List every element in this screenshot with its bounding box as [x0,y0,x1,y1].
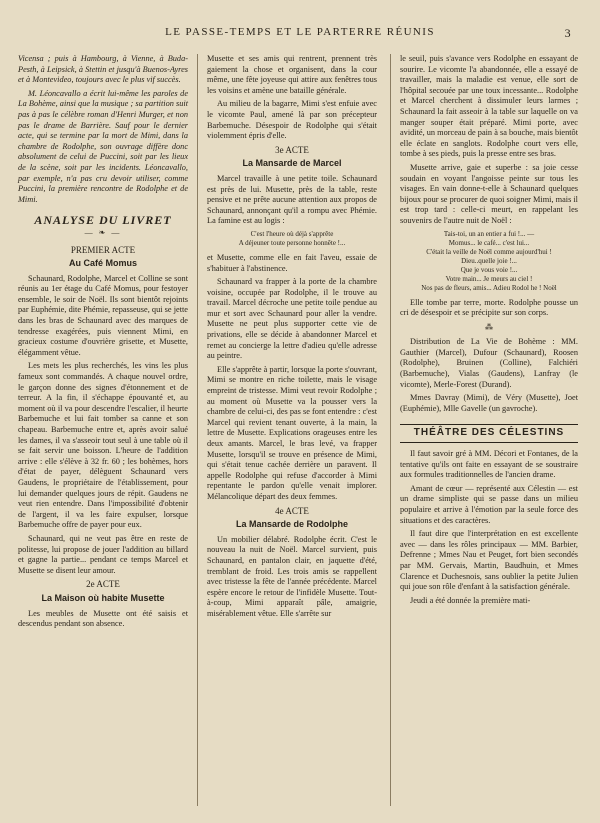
verse-line: C'était la veille de Noël comme aujourd'hui ! [426,247,552,256]
paragraph: Schaunard, qui ne veut pas être en reste de politesse, lui propose de jouer l'addition au billard et gagne la partie... pendant ce temps Marcel et Musette se disent leur amour. [18,533,188,575]
act-heading: 2e ACTE [86,579,120,590]
scene-heading: La Maison où habite Musette [41,592,165,603]
paragraph: et Musette, comme elle en fait l'aveu, essaie de s'habituer à l'abstinence. [207,252,377,273]
verse-line: Que je vous voie !... [460,265,518,274]
scene-heading: La Mansarde de Marcel [242,158,342,169]
section-title: THÉÂTRE DES CÉLESTINS [400,424,578,443]
paragraph: Au milieu de la bagarre, Mimi s'est enfuie avec le vicomte Paul, amené là par son précepteur Barbemuche. Désespoir de Rodolphe qui s'était violemment épris d'elle. [207,99,377,141]
paragraph: Il faut savoir gré à MM. Décori et Fontanes, de la tentative qu'ils ont faite en essayant de se soustraire aux formules traditionnelles de l'ancien drame. [400,449,578,480]
paragraph: Schaunard va frapper à la porte de la chambre voisine, occupée par Rodolphe, il le trouve au travail. Marcel décroche une petite toile pendue au mur et sort avec Schaunard pour aller la vendre. Musette ne peut plus supporter cette vie de privations, elle se décide à abandonner Marcel et remet au concierge la lettre d'adieu qu'elle adresse au peintre. [207,277,377,361]
paragraph: Mmes Davray (Mimi), de Véry (Musette), Joet (Euphémie), Mlle Gavelle (un gavroche). [400,393,578,413]
header-title: LE PASSE-TEMPS ET LE PARTERRE RÉUNIS [165,26,435,38]
intro-paragraph: Vicensa ; puis à Hambourg, à Vienne, à Buda-Pesth, à Leipsick, à Stettin et jusqu'à Buenos-Ayres et à Montevideo, toujours avec le plus vif succès. [18,54,188,85]
ornament: — ❧ — [84,227,122,237]
verse-line: Votre main... Je meurs au ciel ! [445,274,533,283]
verse-line: Tais-toi, un an entier a fui !... — [443,229,535,238]
paragraph: Un mobilier délabré. Rodolphe écrit. C'est le nouveau la nuit de Noël. Marcel survient, puis Schaunard, en pantalon clair, en jaquette d'été, tremblant de froid. Les trois amis se rappellent avec tristesse la fête de l'année précédente. Marcel espère encore le retour de l'infidèle Musette. Tout-à-coup, Mimi apparaît pâle, amaigrie, misérablement vêtue. Elle s'arrête sur [207,534,377,618]
column-divider [390,54,391,806]
page-header [0,26,600,42]
paragraph: Elle tombe par terre, morte. Rodolphe pousse un cri de désespoir et se précipite sur son corps. [400,297,578,318]
paragraph: Jeudi a été donnée la première mati- [410,595,531,605]
column-divider [197,54,198,806]
column-left [18,54,188,633]
verse-quote [400,230,578,293]
paragraph: Distribution de La Vie de Bohème : MM. Gauthier (Marcel), Dufour (Schaunard), Roosen (Rodolphe), Bruinen (Colline), Falchiéri (Barbemuche), Vialas (Gaudens), Lanfray (le vicomte), Merle-Forest (Durand). [400,337,578,389]
scene-heading: La Mansarde de Rodolphe [235,519,349,530]
page-number: 3 [564,26,572,40]
paragraph: Schaunard, Rodolphe, Marcel et Colline se sont réunis au 1er étage du Café Momus, pour festoyer ensemble, le soir de Noël. Ils sont bientôt rejoints par Euphémie, dite Phémie, repasseuse, qui se jette dans les bras de Schaunard avec des marques de tendresse exagérées, puis viennent Mimi, en gracieux costume d'ouvrière grisette, et Musette, élégamment vêtue. [18,273,188,357]
paragraph: Elle s'apprête à partir, lorsque la porte s'ouvrant, Mimi se montre en riche toilette, mais le visage empreint de tristesse. Mimi veut revoir Rodolphe ; au moment où Musette va la pousser vers la chambre de celui-ci, des pas se font entendre : c'est Marcel qui revient tenant ouverte, à la main, la lettre de Musette. Explications orageuses entre les deux amants. Marcel, le bras levé, va frapper Musette, lorsqu'il se trouve en présence de Mimi, qui s'était tenue cachée derrière un paravent. Il appelle Rodolphe qui refuse d'accorder à Mimi repentante le pardon qu'elle venait implorer. Mélancolique départ des deux femmes. [207,364,378,501]
column-right [400,54,578,609]
paragraph: Il faut dire que l'interprétation en est excellente avec — dans les rôles principaux — MM. Barbier, Defrenne ; Mmes Nau et Peuget, fort bien secondés par MM. Gervais, Martin, Baudhuin, et Mmes Clarence et Duchesnois, sans oublier la petite Julien qui joue son rôle d'enfant à la satisfaction générale. [400,529,578,592]
section-title: ANALYSE DU LIVRET [34,213,172,228]
act-heading: 4e ACTE [275,505,309,516]
paragraph: Musette arrive, gaie et superbe : sa joie cesse soudain en voyant l'angoisse peinte sur tous les visages. En vain donne-t-elle à Schaunard quelques bijoux pour se procurer de quoi soigner Mimi, mais il est trop tard : celle-ci meurt, en rappelant les souvenirs de l'autre nuit de Noël : [400,162,578,225]
note-paragraph: M. Léoncavallo a écrit lui-même les paroles de La Bohème, ainsi que la musique ; sa partition suit pas à pas le célèbre roman d'Henri Murger, et non pas le drame de Barrière. Sauf pour le dernier acte, qui se termine par la mort de Mimi, dans la chambre de Rodolphe, son ouvrage diffère donc absolument de celui de Puccini, soit par les lieux de la scène, soit par les incidents. Léoncavallo, par exemple, n'a pas cru devoir utiliser, comme Puccini, la première rencontre de Rodolphe et de Mimi. [18,88,188,204]
paragraph: le seuil, puis s'avance vers Rodolphe en essayant de sourire. Le vicomte l'a abandonnée, elle a essayé de travailler, mais la maladie est venue, elle sort de l'hôpital secouée par une toux incessante... Rodolphe et Marcel cherchent à dissimuler leurs larmes ; Schaunard la fait asseoir à la table sur laquelle on va manger souper était préparé. Mimi porte, avec avidité, un morceau de pain à sa bouche, mais bientôt elle éclate en sanglots. Rodolphe court vers elle, tombe à ses pieds, puis la presse entre ses bras. [400,54,578,159]
verse-quote [207,230,377,248]
paragraph: Les meubles de Musette ont été saisis et descendus pendant son absence. [18,608,188,629]
act-heading: 3e ACTE [275,144,309,155]
asterism-divider: ⁂ [485,322,493,332]
verse-line: Nos pas de fleurs, amis... Adieu Rodol he ! Noël [421,283,557,292]
column-middle [207,54,377,623]
verse-line: C'est l'heure où déjà s'apprête [250,229,334,238]
paragraph: Les mets les plus recherchés, les vins les plus fameux sont commandés. A chaque nouvel ordre, le garçon donne des signes d'étonnement et de terreur. A la fin, il s'échappe épouvanté et, au moment où il va pour descendre l'escalier, il heurte Barbemuche et lui fait tomber sa canne et son chapeau. Barbemuche entre et, après avoir salué les dames, il va s'asseoir tout seul à une table où il se fait servir une boisson. L'heure de l'addition arrive : elle s'élève à 32 fr. 60 ; les bohèmes, hors d'état de payer, délèguent Schaunard vers Gaudens, le propriétaire de l'établissement, pour lui demander quelques jours de répit. Gaudens ne veut rien entendre. Dans l'impossibilité d'obtenir de l'argent, il va les faire expulser, lorsque Barbemuche offre de payer pour eux. [18,361,188,530]
scene-heading: Au Café Momus [68,258,137,269]
verse-line: A déjeuner toute personne honnête !... [238,238,346,247]
act-heading: PREMIER ACTE [70,244,136,255]
paragraph: Marcel travaille à une petite toile. Schaunard est près de lui. Musette, près de la table, reste pensive et ne prête aucune attention aux propos de Schaunard, annonçant qu'il a rompu avec Phémie. La famine est au logis : [207,173,377,226]
paragraph: Musette et ses amis qui rentrent, prennent très gaiement la chose et organisent, dans la cour même, une fête joyeuse qui attire aux fenêtres tous les voisins et amène une bataille générale. [207,54,377,95]
verse-line: Momus... le café... c'est lui... [448,238,530,247]
verse-line: Dieu..quelle joie !... [461,256,517,265]
paragraph: Amant de cœur — représenté aux Célestin — est un drame simpliste qui se passe dans un milieu populaire et arrive à l'émotion par la seule force des situations et des caractères. [400,483,578,525]
